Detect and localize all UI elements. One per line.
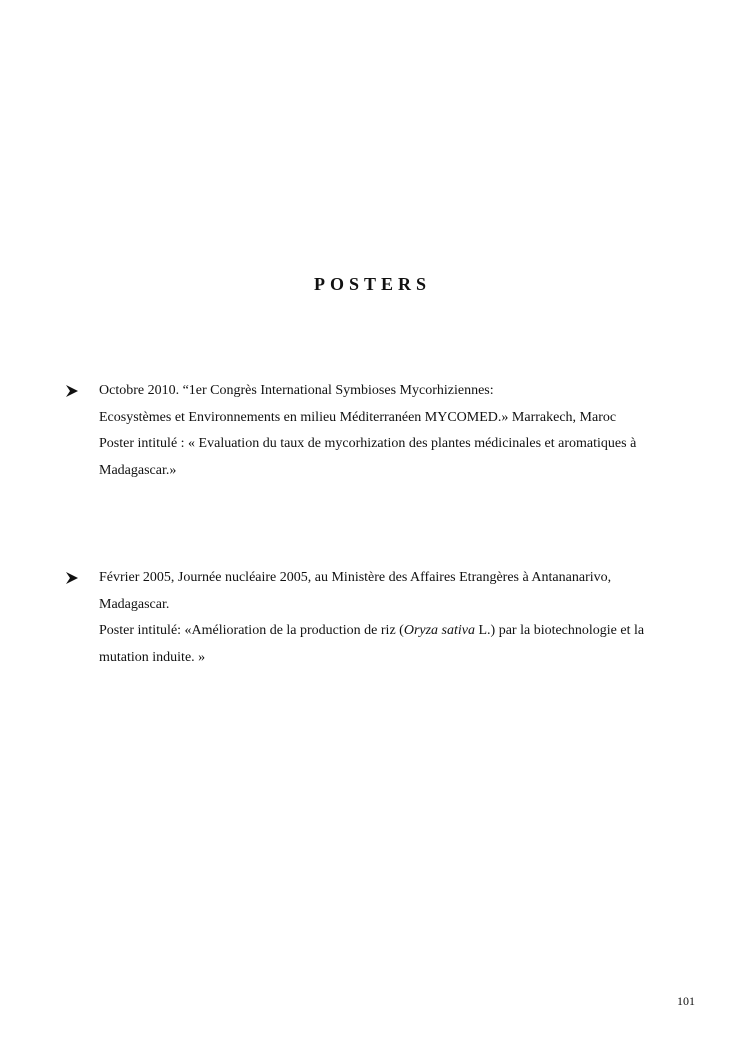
arrowhead-bullet-icon [66, 565, 88, 592]
poster-title-line [99, 618, 706, 645]
poster-title-suffix: L.) par la biotechnologie et la [475, 623, 645, 638]
poster-entry [66, 378, 706, 484]
entry-line: Poster intitulé : « Evaluation du taux de mycorhization des plantes médicinales et aromatiques à [99, 436, 637, 451]
species-name: Oryza sativa [403, 623, 475, 638]
page-number: 101 [677, 994, 695, 1008]
poster-entry [66, 565, 706, 671]
entry-line: Ecosystèmes et Environnements en milieu Méditerranéen MYCOMED.» Marrakech, Maroc [99, 409, 617, 425]
entry-line: Octobre 2010. “1er Congrès International Symbioses Mycorhiziennes: [99, 383, 494, 398]
entry-line: Février 2005, Journée nucléaire 2005, au Ministère des Affaires Etrangères à Antananarivo, [99, 570, 612, 585]
poster-title-prefix: Poster intitulé: «Amélioration de la production de riz ( [99, 623, 404, 638]
entry-line: Madagascar.» [99, 462, 177, 478]
entry-line: Madagascar. [99, 596, 170, 612]
entry-line: mutation induite. » [99, 649, 206, 665]
arrowhead-bullet-icon [66, 378, 88, 405]
page-title: POSTERS [313, 274, 432, 294]
